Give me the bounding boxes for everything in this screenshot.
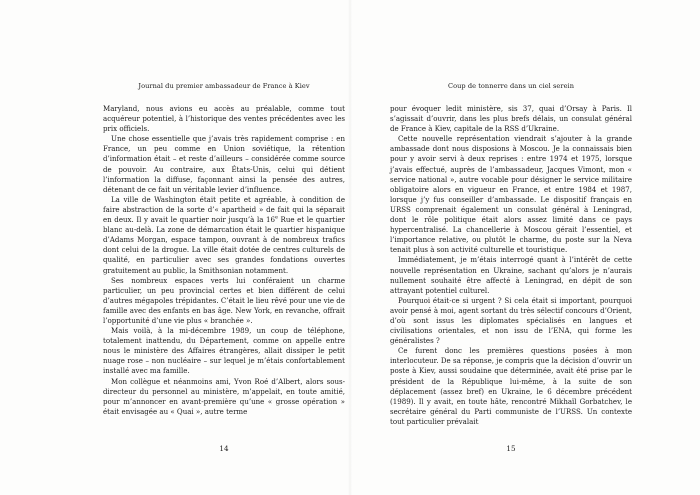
page-number-left: 14: [219, 444, 229, 453]
paragraph: Pourquoi était-ce si urgent ? Si cela était si important, pourquoi avoir pensé à moi, agent sortant du très sélectif concours d’Orient, d’où sont issus les diplomates spécialisés en langues et civilisations orientales, et non issu de l’ENA, qui forme les généralistes ?: [390, 295, 632, 346]
paragraph: Mais voilà, à la mi-décembre 1989, un coup de téléphone, totalement inattendu, du Département, comme on appelle entre nous le ministère des Affaires étrangères, allait dissiper le petit nuage rose – non nucléaire – sur lequel je m’étais confortablement installé avec ma famille.: [103, 326, 345, 376]
paragraph: La ville de Washington était petite et agréable, à condition de faire abstraction de la sorte d’« apartheid » de fait qui la séparait en deux. Il y avait le quartier noir jusqu’à la 16e Rue et le quartier blanc au-delà. La zone de démarcation était le quartier hispanique d’Adams Morgan, espace tampon, ouvrant à de nombreux trafics dont celui de la drogue. La ville était dotée de centres culturels de qualité, en particulier avec ses grandes fondations ouvertes gratuitement au public, la Smithsonian notamment.: [103, 194, 345, 275]
paragraph: Maryland, nous avions eu accès au préalable, comme tout acquéreur potentiel, à l’historique des ventes précédentes avec les prix officiels.: [103, 104, 345, 134]
body-text-right: [390, 104, 632, 427]
running-head-left: Journal du premier ambassadeur de France à Kiev: [138, 82, 310, 90]
left-page: [103, 0, 345, 495]
paragraph: Une chose essentielle que j’avais très rapidement comprise : en France, un peu comme en Union soviétique, la rétention d’information était – et reste d’ailleurs – considérée comme source de pouvoir. Au contraire, aux États-Unis, celui qui détient l’information la diffuse, façonnant ainsi la pensée des autres, détenant de ce fait un véritable levier d’influence.: [103, 134, 345, 194]
paragraph: Immédiatement, je m’étais interrogé quant à l’intérêt de cette nouvelle représentation en Ukraine, sachant qu’alors je n’aurais nullement souhaité être affecté à Leningrad, en dépit de son attrayant potentiel culturel.: [390, 255, 632, 295]
gutter: [348, 0, 352, 495]
page-number-right: 15: [506, 444, 516, 453]
paragraph: pour évoquer ledit ministère, sis 37, quai d’Orsay à Paris. Il s’agissait d’ouvrir, dans les plus brefs délais, un consulat général de France à Kiev, capitale de la RSS d’Ukraine.: [390, 104, 632, 134]
right-page: [390, 0, 632, 495]
running-head-right: Coup de tonnerre dans un ciel serein: [448, 82, 574, 90]
paragraph: Mon collègue et néanmoins ami, Yvon Roé d’Albert, alors sous-directeur du personnel au ministère, m’appelait, en toute amitié, pour m’annoncer en avant-première qu’une « grosse opération » était envisagée au « Quai », autre terme: [103, 376, 345, 416]
paragraph: Ce furent donc les premières questions posées à mon interlocuteur. De sa réponse, je compris que la décision d’ouvrir un poste à Kiev, aussi soudaine que déterminée, avait été prise par le président de la République lui-même, à la suite de son déplacement (assez bref) en Ukraine, le 6 décembre précédent (1989). Il y avait, en toute hâte, rencontré Mikhaïl Gorbatchev, le secrétaire général du Parti communiste de l’URSS. Un contexte tout particulier prévalait: [390, 346, 632, 426]
paragraph: Ses nombreux espaces verts lui conféraient un charme particulier, un peu provincial certes et bien différent de celui d’autres mégapoles trépidantes. C’était le lieu rêvé pour une vie de famille avec des enfants en bas âge. New York, en revanche, offrait l’opportunité d’une vie plus « branchée ».: [103, 275, 345, 325]
paragraph: Cette nouvelle représentation viendrait s’ajouter à la grande ambassade dont nous disposions à Moscou. Je la connaissais bien pour y avoir servi à deux reprises : entre 1974 et 1975, lorsque j’avais effectué, auprès de l’ambassadeur, Jacques Vimont, mon « service national », autre vocable pour désigner le service militaire obligatoire alors en vigueur en France, et entre 1984 et 1987, lorsque j’y fus conseiller d’ambassade. Le dispositif français en URSS comprenait également un consulat général à Leningrad, dont le rôle politique était alors assez limité dans ce pays hypercentralisé. La chancellerie à Moscou gérait l’essentiel, et l’importance relative, ou plutôt le charme, du poste sur la Neva tenait plus à son activité culturelle et touristique.: [390, 134, 632, 255]
body-text-left: [103, 104, 345, 417]
